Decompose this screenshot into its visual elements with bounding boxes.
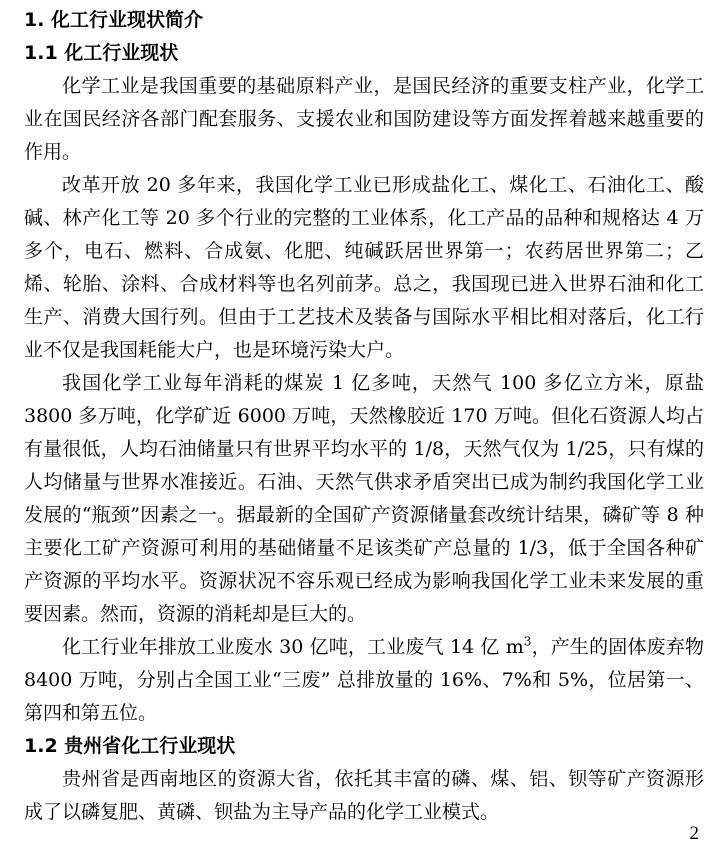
paragraph-4-part-b: ，产生的固体废弃物 8400 万吨，分别占全国工业“三废” 总排放量的 16%、7%和 5%，位居第一、第四和第五位。 <box>24 636 704 724</box>
document-page <box>24 4 704 829</box>
section-heading-1-1: 1.1 化工行业现状 <box>24 42 179 64</box>
page-number: 2 <box>689 823 699 844</box>
section-heading-1: 1. 化工行业现状简介 <box>24 9 204 31</box>
paragraph-5: 贵州省是西南地区的资源大省，依托其丰富的磷、煤、铝、钡等矿产资源形成了以磷复肥、黄磷、钡盐为主导产品的化学工业模式。 <box>24 768 704 823</box>
paragraph-4-part-a: 化工行业年排放工业废水 30 亿吨，工业废气 14 亿 m <box>62 636 524 658</box>
superscript-cubic: 3 <box>523 634 532 649</box>
paragraph-4 <box>24 631 704 730</box>
section-heading-1-2: 1.2 贵州省化工行业现状 <box>24 735 236 757</box>
paragraph-2: 改革开放 20 多年来，我国化学工业已形成盐化工、煤化工、石油化工、酸碱、林产化工等 20 多个行业的完整的工业体系，化工产品的品种和规格达 4 万多个，电石、燃料、合成氨、化肥、纯碱跃居世界第一；农药居世界第二；乙烯、轮胎、涂料、合成材料等也名列前茅。总之，我国现已进入世界石油和化工生产、消费大国行列。但由于工艺技术及装备与国际水平相比相对落后，化工行业不仅是我国耗能大户，也是环境污染大户。 <box>24 174 704 361</box>
paragraph-1: 化学工业是我国重要的基础原料产业，是国民经济的重要支柱产业，化学工业在国民经济各部门配套服务、支援农业和国防建设等方面发挥着越来越重要的作用。 <box>24 75 704 163</box>
paragraph-3: 我国化学工业每年消耗的煤炭 1 亿多吨，天然气 100 多亿立方米，原盐 3800 多万吨，化学矿近 6000 万吨，天然橡胶近 170 万吨。但化石资源人均占有量很低，人均石油储量只有世界平均水平的 1/8，天然气仅为 1/25，只有煤的人均储量与世界水准接近。石油、天然气供求矛盾突出已成为制约我国化学工业发展的“瓶颈”因素之一。据最新的全国矿产资源储量套改统计结果，磷矿等 8 种主要化工矿产资源可利用的基础储量不足该类矿产总量的 1/3，低于全国各种矿产资源的平均水平。资源状况不容乐观已经成为影响我国化学工业未来发展的重要因素。然而，资源的消耗却是巨大的。 <box>24 372 704 625</box>
